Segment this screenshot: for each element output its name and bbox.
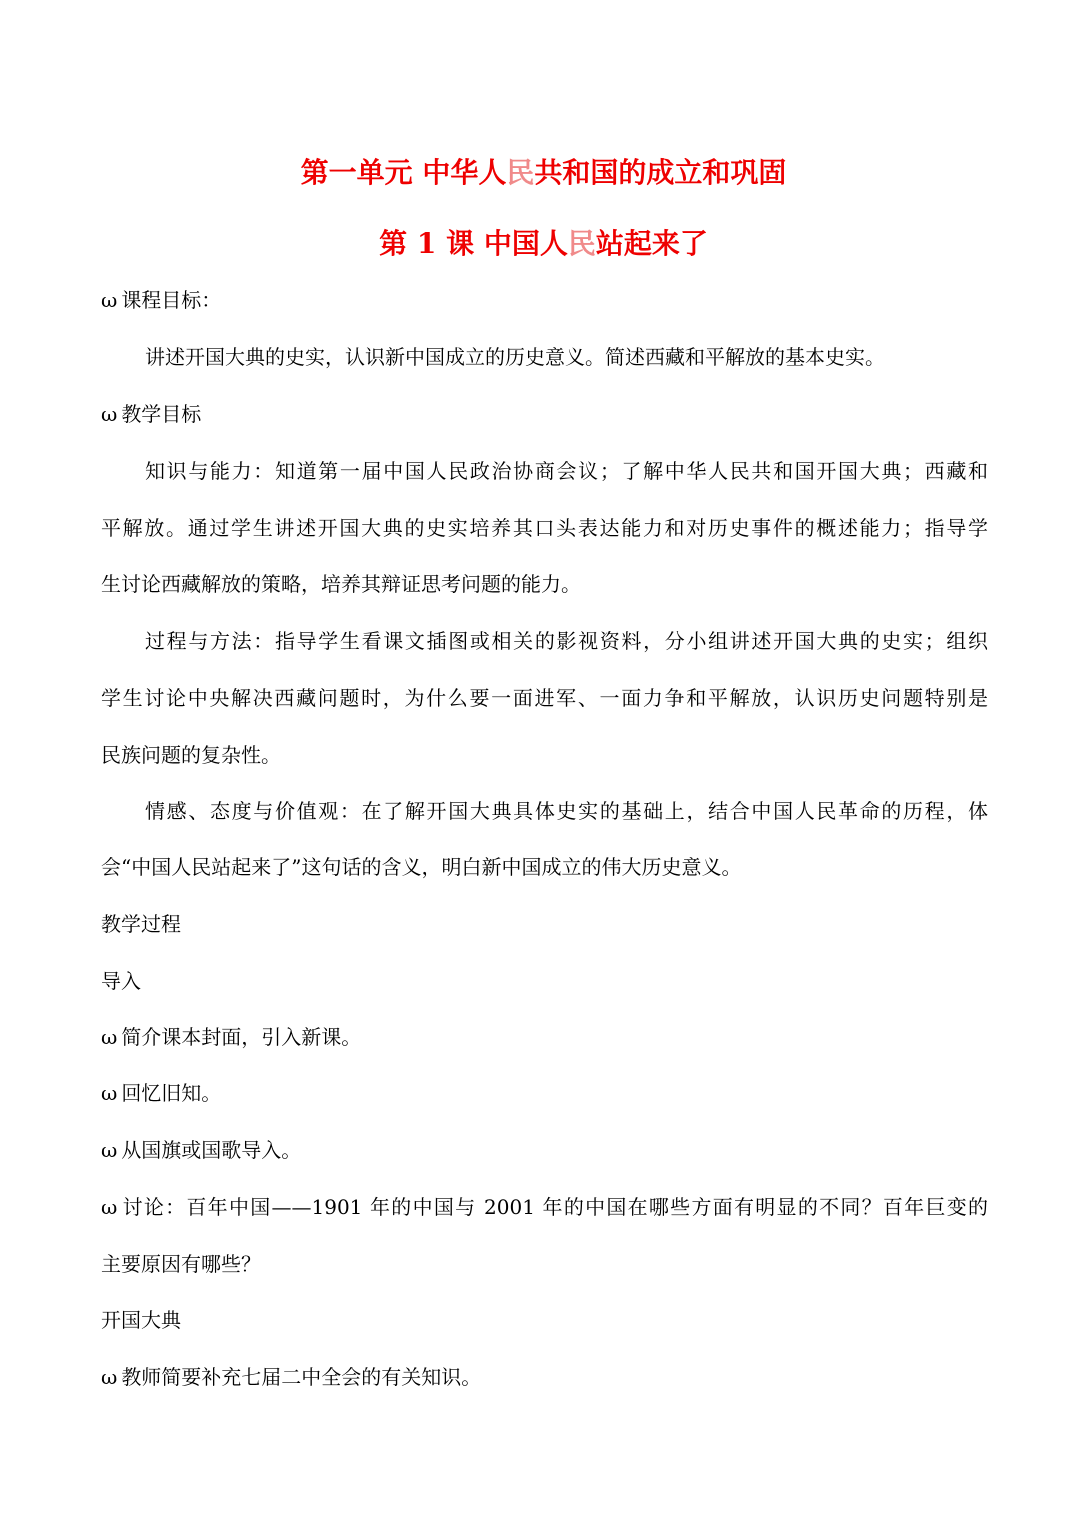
emotion-paragraph-line1: 情感、态度与价值观：在了解开国大典具体史实的基础上，结合中国人民革命的历程，体 [145, 799, 988, 823]
intro-heading: 导入 [101, 969, 141, 993]
lesson-title-part3: 站起来了 [595, 227, 708, 260]
bullet-icon: ω [101, 1138, 118, 1162]
bullet-icon: ω [101, 402, 118, 426]
process-paragraph-line3: 民族问题的复杂性。 [101, 743, 281, 767]
teaching-process-heading: 教学过程 [101, 912, 181, 936]
lesson-title-part1: 第 1 课 中国人 [379, 227, 568, 260]
unit-title-part2: 民 [506, 156, 535, 189]
knowledge-paragraph-line2: 平解放。通过学生讲述开国大典的史实培养其口头表达能力和对历史事件的概述能力；指导学 [101, 516, 988, 540]
lesson-title-part2: 民 [567, 227, 596, 260]
unit-title [0, 151, 1087, 191]
unit-title-part1: 第一单元 中华人 [300, 156, 507, 189]
bullet-icon: ω [101, 1025, 118, 1049]
process-paragraph-line1: 过程与方法：指导学生看课文插图或相关的影视资料，分小组讲述开国大典的史实；组织 [145, 629, 988, 653]
process-paragraph-line2: 学生讨论中央解决西藏问题时，为什么要一面进军、一面力争和平解放，认识历史问题特别是 [101, 686, 988, 710]
ceremony-item-1: ω 教师简要补充七届二中全会的有关知识。 [101, 1365, 482, 1389]
bullet-icon: ω [101, 288, 118, 312]
course-goal-text: 讲述开国大典的史实，认识新中国成立的历史意义。简述西藏和平解放的基本史实。 [145, 345, 885, 369]
intro-item-4-line1: ω 讨论：百年中国——1901 年的中国与 2001 年的中国在哪些方面有明显的不同？百年巨变的 [101, 1195, 988, 1219]
intro-item-4-line2: 主要原因有哪些？ [101, 1252, 261, 1276]
lesson-title [0, 222, 1087, 262]
bullet-icon: ω [101, 1365, 118, 1389]
unit-title-part3: 共和国的成立和巩固 [534, 156, 787, 189]
emotion-paragraph-line2: 会“中国人民站起来了”这句话的含义，明白新中国成立的伟大历史意义。 [101, 855, 742, 879]
knowledge-paragraph-line3: 生讨论西藏解放的策略，培养其辩证思考问题的能力。 [101, 572, 581, 596]
ceremony-heading: 开国大典 [101, 1308, 181, 1332]
knowledge-paragraph-line1: 知识与能力：知道第一届中国人民政治协商会议；了解中华人民共和国开国大典；西藏和 [145, 459, 988, 483]
intro-item-3: ω 从国旗或国歌导入。 [101, 1138, 302, 1162]
bullet-icon: ω [101, 1081, 118, 1105]
teaching-goal-heading: ω 教学目标 [101, 402, 202, 426]
course-goal-heading: ω 课程目标： [101, 288, 222, 312]
bullet-icon: ω [101, 1195, 118, 1219]
intro-item-1: ω 简介课本封面，引入新课。 [101, 1025, 362, 1049]
intro-item-2: ω 回忆旧知。 [101, 1081, 222, 1105]
